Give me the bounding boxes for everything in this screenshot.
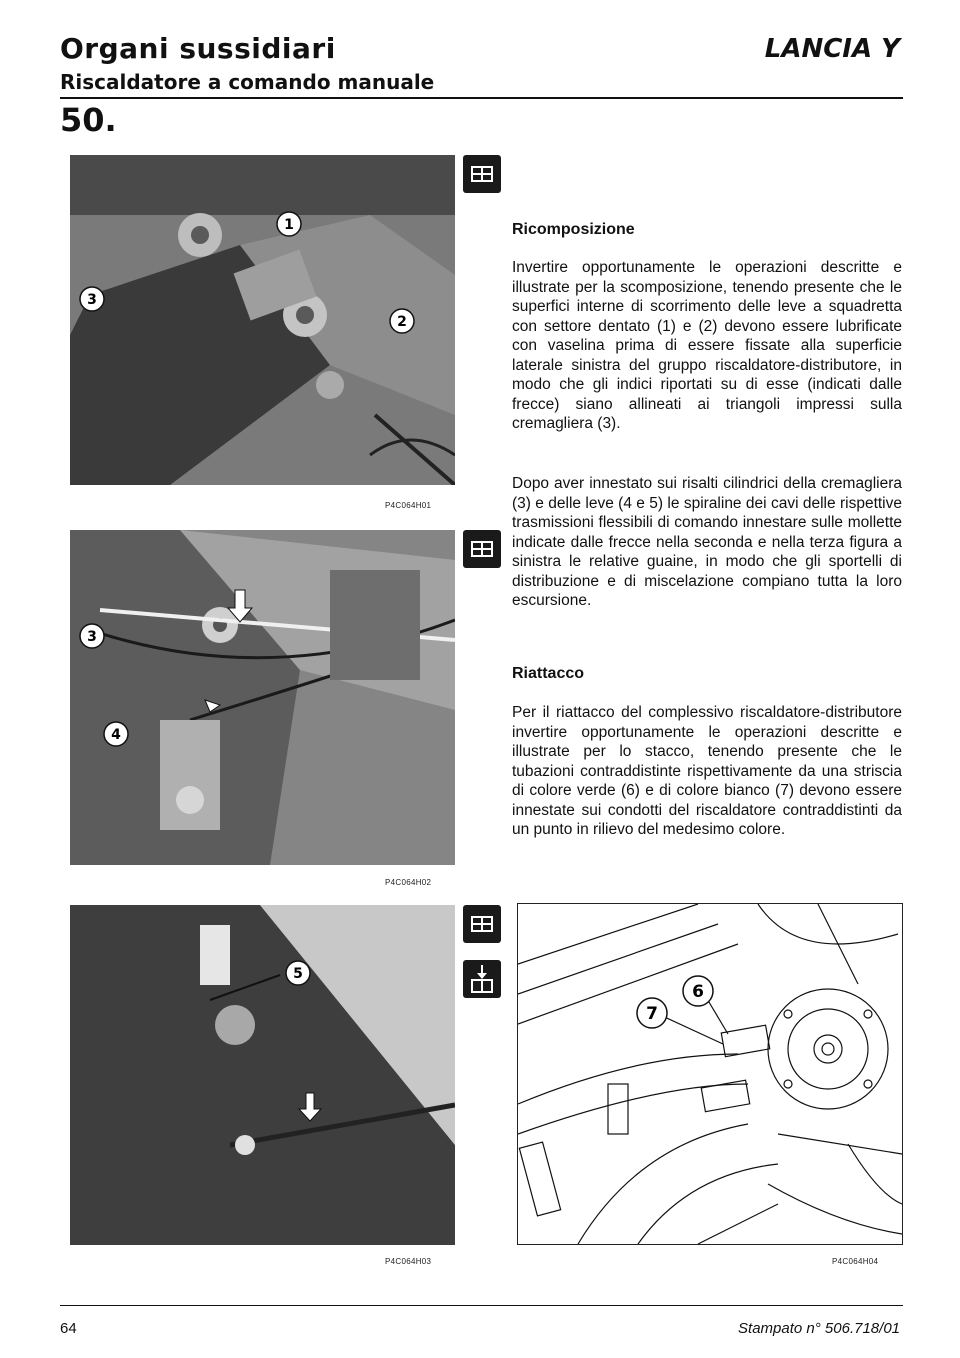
section-title: Organi sussidiari bbox=[60, 32, 336, 65]
photo-3 bbox=[70, 905, 455, 1245]
svg-text:7: 7 bbox=[646, 1004, 658, 1024]
heading-riattacco: Riattacco bbox=[512, 665, 585, 682]
svg-text:3: 3 bbox=[87, 292, 97, 308]
paragraph-ricomposizione-2: Dopo aver innestato sui risalti cilindrici della cremagliera (3) e delle leve (4 e 5) le spiraline dei cavi delle rispettive trasmissioni flessibili di comando innestare sulle mollette indicate dalle frecce nella seconda e nella terza figura a sinistra le relative guaine, in modo che gli sportelli di distribuzione e di miscelazione compiano tutta la loro escursione. bbox=[512, 475, 902, 609]
brand-label: LANCIA Y bbox=[764, 34, 900, 64]
callout-2 bbox=[388, 307, 416, 335]
heading-ricomposizione: Ricomposizione bbox=[512, 221, 635, 238]
photo-code-3: P4C064H03 bbox=[385, 1257, 432, 1266]
svg-text:3: 3 bbox=[87, 629, 97, 645]
svg-text:1: 1 bbox=[284, 217, 294, 233]
photo-code-1: P4C064H01 bbox=[385, 501, 432, 510]
install-icon bbox=[463, 960, 501, 998]
page-subtitle: Riscaldatore a comando manuale bbox=[60, 70, 435, 94]
callout-7 bbox=[635, 996, 669, 1035]
photo-1 bbox=[70, 155, 455, 485]
line-diagram bbox=[517, 903, 903, 1245]
page-number: 64 bbox=[60, 1320, 77, 1337]
callout-6 bbox=[681, 974, 715, 1013]
reassembly-icon bbox=[463, 530, 501, 568]
callout-4 bbox=[102, 720, 130, 748]
paragraph-ricomposizione-1: Invertire opportunamente le operazioni descritte e illustrate per la scomposizione, tenendo presente che le superfici interne di scorrimento delle leve a squadretta con settore dentato (1) e (2) devono essere lubrificate con vaselina prima di essere fissate alla superficie laterale sinistra del gruppo riscaldatore-distributore, in modo che gli indici riportati su di esse (indicati dalle frecce) siano allineati ai triangoli impressi sulla cremagliera (3). bbox=[512, 259, 902, 432]
callout-5 bbox=[284, 959, 312, 987]
photo-2 bbox=[70, 530, 455, 865]
printed-code: Stampato n° 506.718/01 bbox=[738, 1320, 900, 1337]
callout-3 bbox=[78, 285, 106, 313]
section-number: 50. bbox=[60, 101, 117, 139]
photo-code-4: P4C064H04 bbox=[832, 1257, 879, 1266]
photo-code-2: P4C064H02 bbox=[385, 878, 432, 887]
svg-text:2: 2 bbox=[397, 314, 407, 330]
callout-3b bbox=[78, 622, 106, 650]
footer-rule bbox=[60, 1305, 903, 1306]
svg-text:5: 5 bbox=[293, 966, 303, 982]
svg-text:4: 4 bbox=[111, 727, 121, 743]
paragraph-riattacco: Per il riattacco del complessivo riscaldatore-distributore invertire opportunamente le operazioni descritte e illustrate per lo stacco, tenendo presente che le tubazioni contraddistinte rispettivamente da una striscia di colore verde (6) e di colore bianco (7) devono essere innestate sui condotti del riscaldatore contraddistinti da un punto in rilievo del medesimo colore. bbox=[512, 704, 902, 838]
callout-1 bbox=[275, 210, 303, 238]
reassembly-icon bbox=[463, 155, 501, 193]
svg-text:6: 6 bbox=[692, 982, 704, 1002]
reassembly-icon bbox=[463, 905, 501, 943]
header-rule bbox=[60, 97, 903, 99]
